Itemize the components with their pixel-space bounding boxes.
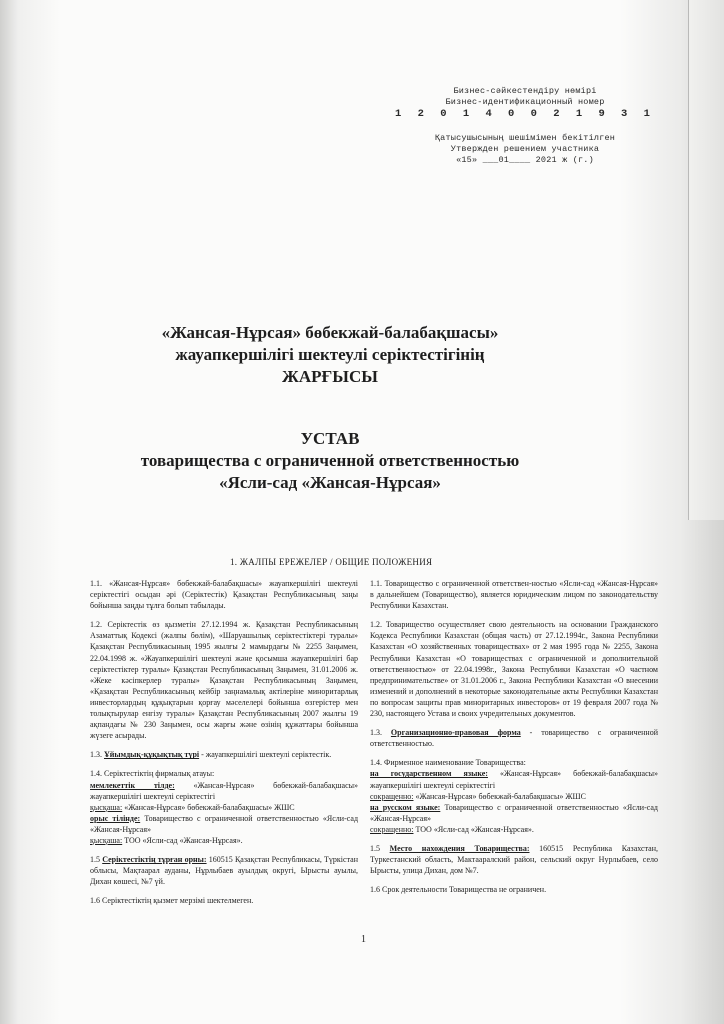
title-ru-line-2: товарищества с ограниченной ответственностью xyxy=(140,451,520,470)
kz-ru-short-label: қысқаша: xyxy=(90,835,123,845)
approval-ru: Утвержден решением участника xyxy=(450,144,600,154)
ru-ru-label: на русском языке: xyxy=(370,802,441,812)
ru-ru-value: Товарищество с ограниченной ответственностью «Ясли-сад «Жансая-Нұрсая» xyxy=(370,802,659,823)
ru-location-value: 160515 Республика Казахстан, Туркестанский область, Мактааралский район, сельский округ Нурлыбаев, село Ырысты, улица Дихан, дом №7. xyxy=(370,843,658,876)
kz-clause-1-3-num: 1.3. xyxy=(90,750,104,760)
title-kz-line-3: ЖАРҒЫСЫ xyxy=(282,367,378,386)
bin-label-kz: Бизнес-сәйкестендіру нөмірі xyxy=(453,86,597,96)
kz-location-label: Серіктестіктің тұрған орны: xyxy=(102,855,207,865)
ru-ru-short-name xyxy=(370,824,658,835)
kz-legal-form-label: Ұйымдық-құқықтық түрі xyxy=(104,750,200,760)
ru-clause-1-1: 1.1. Товарищество с ограниченной ответствен-ностью «Ясли-сад «Жансая-Нұрсая» в дальнейшем (Товарищество), является юридическим лицом по законодательству Республики Казахстан. xyxy=(370,579,658,611)
approval-date: «15» ___01____ 2021 ж (г.) xyxy=(456,155,594,165)
ru-clause-1-6: 1.6 Срок деятельности Товарищества не ограничен. xyxy=(370,885,547,895)
kz-short-label: қысқаша: xyxy=(90,802,123,812)
kz-clause-1-1: 1.1. «Жансая-Нұрсая» бөбекжай-балабақшасы» жауапкершілігі шектеулі серіктестігі осыдан әрі (Серіктестік) Қазақстан Республикасының заңы бойынша заңды тұлға болып табылады. xyxy=(90,579,358,611)
russian-column xyxy=(370,578,658,895)
ru-ru-short-value: ТОО «Ясли-сад «Жансая-Нұрсая». xyxy=(413,824,534,834)
kz-ru-label: орыс тілінде: xyxy=(90,813,141,823)
title-kz-line-2: жауапкершілігі шектеулі серіктестігінің xyxy=(175,345,485,364)
ru-ru-name xyxy=(370,802,658,824)
kz-state-value: «Жансая-Нұрсая» бөбекжай-балабақшасы» жауапкершілігі шектеулі серіктестігі xyxy=(90,780,359,801)
ru-ru-short-label: сокращенно: xyxy=(370,824,414,834)
ru-short-value: «Жансая-Нұрсая» бөбекжай-балабақшасы» ЖШС xyxy=(413,791,586,801)
kz-ru-value: Товарищество с ограниченной ответственностью «Ясли-сад «Жансая-Нұрсая» xyxy=(90,813,359,834)
ru-state-label: на государственном языке: xyxy=(370,769,488,779)
title-kz-line-1: «Жансая-Нұрсая» бөбекжай-балабақшасы» xyxy=(161,323,499,342)
ru-location-label: Место нахождения Товарищества: xyxy=(389,843,530,853)
ru-legal-form-label: Организационно-правовая форма xyxy=(390,728,521,738)
ru-clause-1-5 xyxy=(370,843,658,876)
section-heading: 1. ЖАЛПЫ ЕРЕЖЕЛЕР / ОБЩИЕ ПОЛОЖЕНИЯ xyxy=(230,557,433,567)
kz-state-name xyxy=(90,780,358,802)
ru-legal-form-value: - товарищество с ограниченной ответственностью. xyxy=(370,728,658,749)
bin-label-ru: Бизнес-идентификационный номер xyxy=(445,97,605,107)
ru-short-name xyxy=(370,791,658,802)
title-ru-line-3: «Ясли-сад «Жансая-Нұрсая» xyxy=(219,473,441,492)
kz-short-value: «Жансая-Нұрсая» бөбекжай-балабақшасы» ЖШС xyxy=(122,802,295,812)
title-russian xyxy=(110,428,550,494)
ru-state-value: «Жансая-Нұрсая» бөбекжай-балабақшасы» жауапкершілігі шектеулі серіктестігі xyxy=(370,769,659,790)
kazakh-column xyxy=(90,578,358,906)
title-kazakh xyxy=(110,322,550,388)
approval-kz: Қатысушысының шешімімен бекітілген xyxy=(434,133,616,143)
ru-clause-1-2: 1.2. Товарищество осуществляет свою деятельность на основании Гражданского Кодекса Республики Казахстан (общая часть) от 27.12.1994г., Закона Республики Казахстан «О хозяйственных товариществах» от 2 мая 1995 года № 2255, Закона Республики Казахстан «О товариществах с ограниченной и дополнительной ответственностью» от 22.04.1998г., Закона Республики Казахстан «О частном предпринимательстве» от 31.01.2006 г., Закона Республики Казахстан «О внесении изменений и дополнений в некоторые законодательные акты Республики Казахстан по вопросам защиты прав миноритарных инвесторов» от 19 февраля 2007 года № 230, настоящего Устава и своих учредительных документов. xyxy=(370,620,658,719)
title-ru-line-1: УСТАВ xyxy=(300,429,360,448)
registration-header xyxy=(380,86,670,166)
kz-state-label: мемлекеттік тілде: xyxy=(90,780,175,790)
kz-ru-short-value: ТОО «Ясли-сад «Жансая-Нұрсая». xyxy=(122,835,243,845)
bin-number: 1 2 0 1 4 0 0 2 1 9 3 1 xyxy=(395,108,655,120)
kz-ru-short-name xyxy=(90,835,358,846)
ru-clause-1-3-num: 1.3. xyxy=(370,728,391,738)
kz-legal-form-value: - жауапкершілігі шектеулі серіктестік. xyxy=(199,750,332,760)
ru-clause-1-4: 1.4. Фирменное наименование Товарищества: xyxy=(370,758,526,768)
page-number: 1 xyxy=(361,934,366,945)
page-shadow xyxy=(680,0,724,1024)
kz-short-name xyxy=(90,802,358,813)
ru-clause-1-3 xyxy=(370,727,658,749)
kz-clause-1-5 xyxy=(90,854,358,887)
kz-clause-1-2: 1.2. Серіктестік өз қызметін 27.12.1994 ж. Қазақстан Республикасының Азаматтық Кодексі (жалпы бөлім), «Шаруашылық серіктестіктері туралы» Қазақстан Республикасының 1995 жылғы 2 мамырдағы № 2255 Заңымен, 22.04.1998 ж. «Жауапкершілігі шектеулі және қосымша жауапкершілігі бар серіктестіктер туралы» Қазақстан Республикасының Заңымен, 31.01.2006 ж. «Жеке кәсіпкерлер туралы» Қазақстан Республикасының Заңымен, «Қазақстан Республикасының кейбір заңнамалық актілеріне миноритарлық инвесторлардың құқықтарын қорғау мәселелері бойынша өзгерістер мен толықтырулар енгізу туралы» Қазақстан Республикасының 2007 жылғы 19 ақпандағы № 230 Заңымен, осы жарғы және өзінің құжаттары бойынша жүзеге асырады. xyxy=(90,620,358,741)
kz-clause-1-6: 1.6 Серіктестіктің қызмет мерзімі шектелмеген. xyxy=(90,896,254,906)
ru-clause-1-5-num: 1.5 xyxy=(370,843,390,853)
ru-state-name xyxy=(370,768,658,790)
kz-clause-1-3 xyxy=(90,749,358,760)
kz-clause-1-5-num: 1.5 xyxy=(90,855,103,865)
kz-location-value: 160515 Қазақстан Республикасы, Түркістан облысы, Мақтаарал ауданы, Нұрлыбаев ауылдық округі, Ырысты ауылы, Дихан көшесі, №7 үй. xyxy=(90,855,359,887)
ru-short-label: сокращенно: xyxy=(370,791,414,801)
kz-ru-name xyxy=(90,813,358,835)
kz-clause-1-4: 1.4. Серіктестіктің фирмалық атауы: xyxy=(90,769,215,779)
